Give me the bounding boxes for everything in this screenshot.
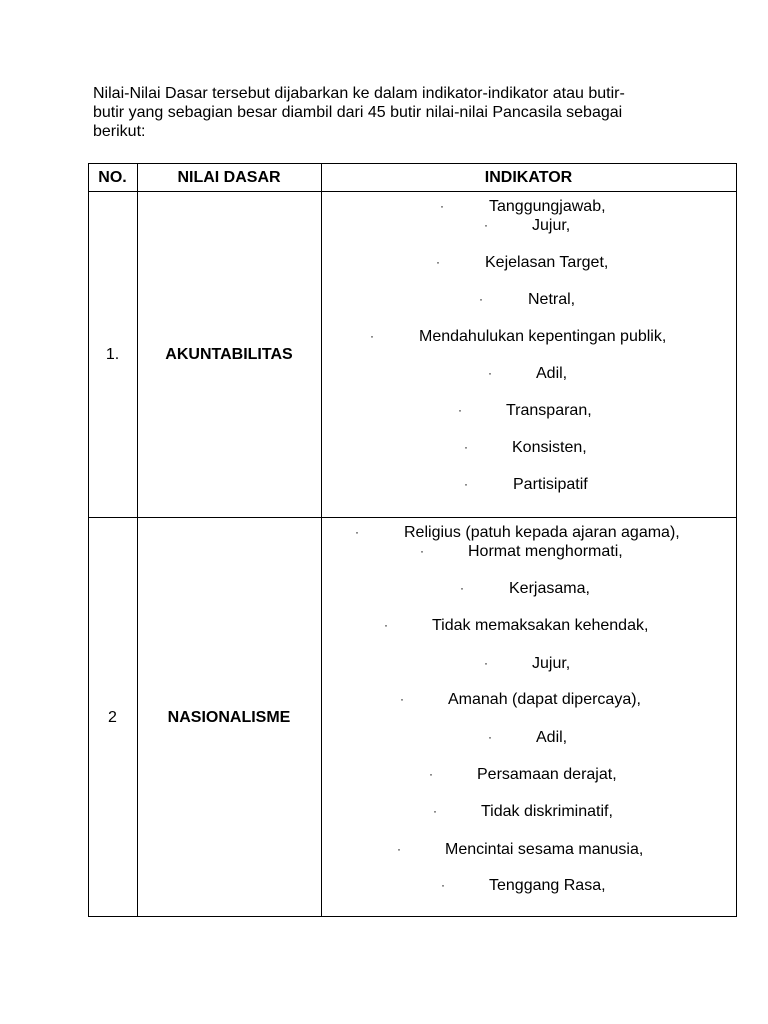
row-number: 1. bbox=[105, 346, 120, 363]
bullet-icon: · bbox=[433, 804, 437, 818]
indikator-item: Partisipatif bbox=[513, 476, 588, 493]
table-border-right bbox=[736, 163, 737, 917]
bullet-icon: · bbox=[355, 525, 359, 539]
bullet-icon: · bbox=[488, 730, 492, 744]
indikator-item: Adil, bbox=[536, 729, 568, 746]
bullet-icon: · bbox=[384, 618, 388, 632]
indikator-item: Amanah (dapat dipercaya), bbox=[448, 691, 641, 708]
nilai-dasar-value: NASIONALISME bbox=[167, 709, 291, 726]
indikator-item: Religius (patuh kepada ajaran agama), bbox=[404, 524, 680, 541]
table-divider-nilai bbox=[321, 163, 322, 917]
table-header-divider bbox=[88, 191, 737, 192]
indikator-item: Adil, bbox=[536, 365, 568, 382]
table-border-top bbox=[88, 163, 737, 164]
indikator-item: Konsisten, bbox=[512, 439, 587, 456]
bullet-icon: · bbox=[400, 692, 404, 706]
indikator-item: Tenggang Rasa, bbox=[489, 877, 606, 894]
bullet-icon: · bbox=[440, 199, 444, 213]
indikator-item: Netral, bbox=[528, 291, 576, 308]
header-no: NO. bbox=[98, 169, 127, 186]
indikator-item: Transparan, bbox=[506, 402, 592, 419]
bullet-icon: · bbox=[458, 403, 462, 417]
indikator-item: Tidak memaksakan kehendak, bbox=[432, 617, 649, 634]
bullet-icon: · bbox=[420, 544, 424, 558]
intro-line: butir yang sebagian besar diambil dari 45 butir nilai-nilai Pancasila sebagai bbox=[93, 104, 623, 121]
header-indikator: INDIKATOR bbox=[484, 169, 573, 186]
indikator-item: Tanggungjawab, bbox=[489, 198, 606, 215]
indikator-item: Jujur, bbox=[532, 217, 571, 234]
bullet-icon: · bbox=[370, 329, 374, 343]
table-border-bottom bbox=[88, 916, 737, 917]
bullet-icon: · bbox=[484, 656, 488, 670]
bullet-icon: · bbox=[441, 878, 445, 892]
row-number: 2 bbox=[108, 709, 117, 726]
indikator-item: Jujur, bbox=[532, 655, 571, 672]
indikator-item: Kejelasan Target, bbox=[485, 254, 609, 271]
indikator-item: Persamaan derajat, bbox=[477, 766, 617, 783]
indikator-item: Tidak diskriminatif, bbox=[481, 803, 613, 820]
indikator-item: Kerjasama, bbox=[509, 580, 590, 597]
bullet-icon: · bbox=[460, 581, 464, 595]
bullet-icon: · bbox=[436, 255, 440, 269]
intro-line: Nilai-Nilai Dasar tersebut dijabarkan ke dalam indikator-indikator atau butir- bbox=[93, 85, 625, 102]
intro-line: berikut: bbox=[93, 123, 146, 140]
table-border-left bbox=[88, 163, 89, 917]
bullet-icon: · bbox=[488, 366, 492, 380]
bullet-icon: · bbox=[479, 292, 483, 306]
bullet-icon: · bbox=[484, 218, 488, 232]
table-row-divider bbox=[88, 517, 737, 518]
table-divider-no bbox=[137, 163, 138, 917]
nilai-dasar-value: AKUNTABILITAS bbox=[165, 346, 293, 363]
bullet-icon: · bbox=[397, 842, 401, 856]
intro-paragraph bbox=[93, 84, 693, 141]
indikator-item: Mendahulukan kepentingan publik, bbox=[419, 328, 667, 345]
header-nilai-dasar: NILAI DASAR bbox=[177, 169, 281, 186]
indikator-item: Mencintai sesama manusia, bbox=[445, 841, 644, 858]
bullet-icon: · bbox=[464, 440, 468, 454]
indikator-item: Hormat menghormati, bbox=[468, 543, 623, 560]
bullet-icon: · bbox=[464, 477, 468, 491]
bullet-icon: · bbox=[429, 767, 433, 781]
